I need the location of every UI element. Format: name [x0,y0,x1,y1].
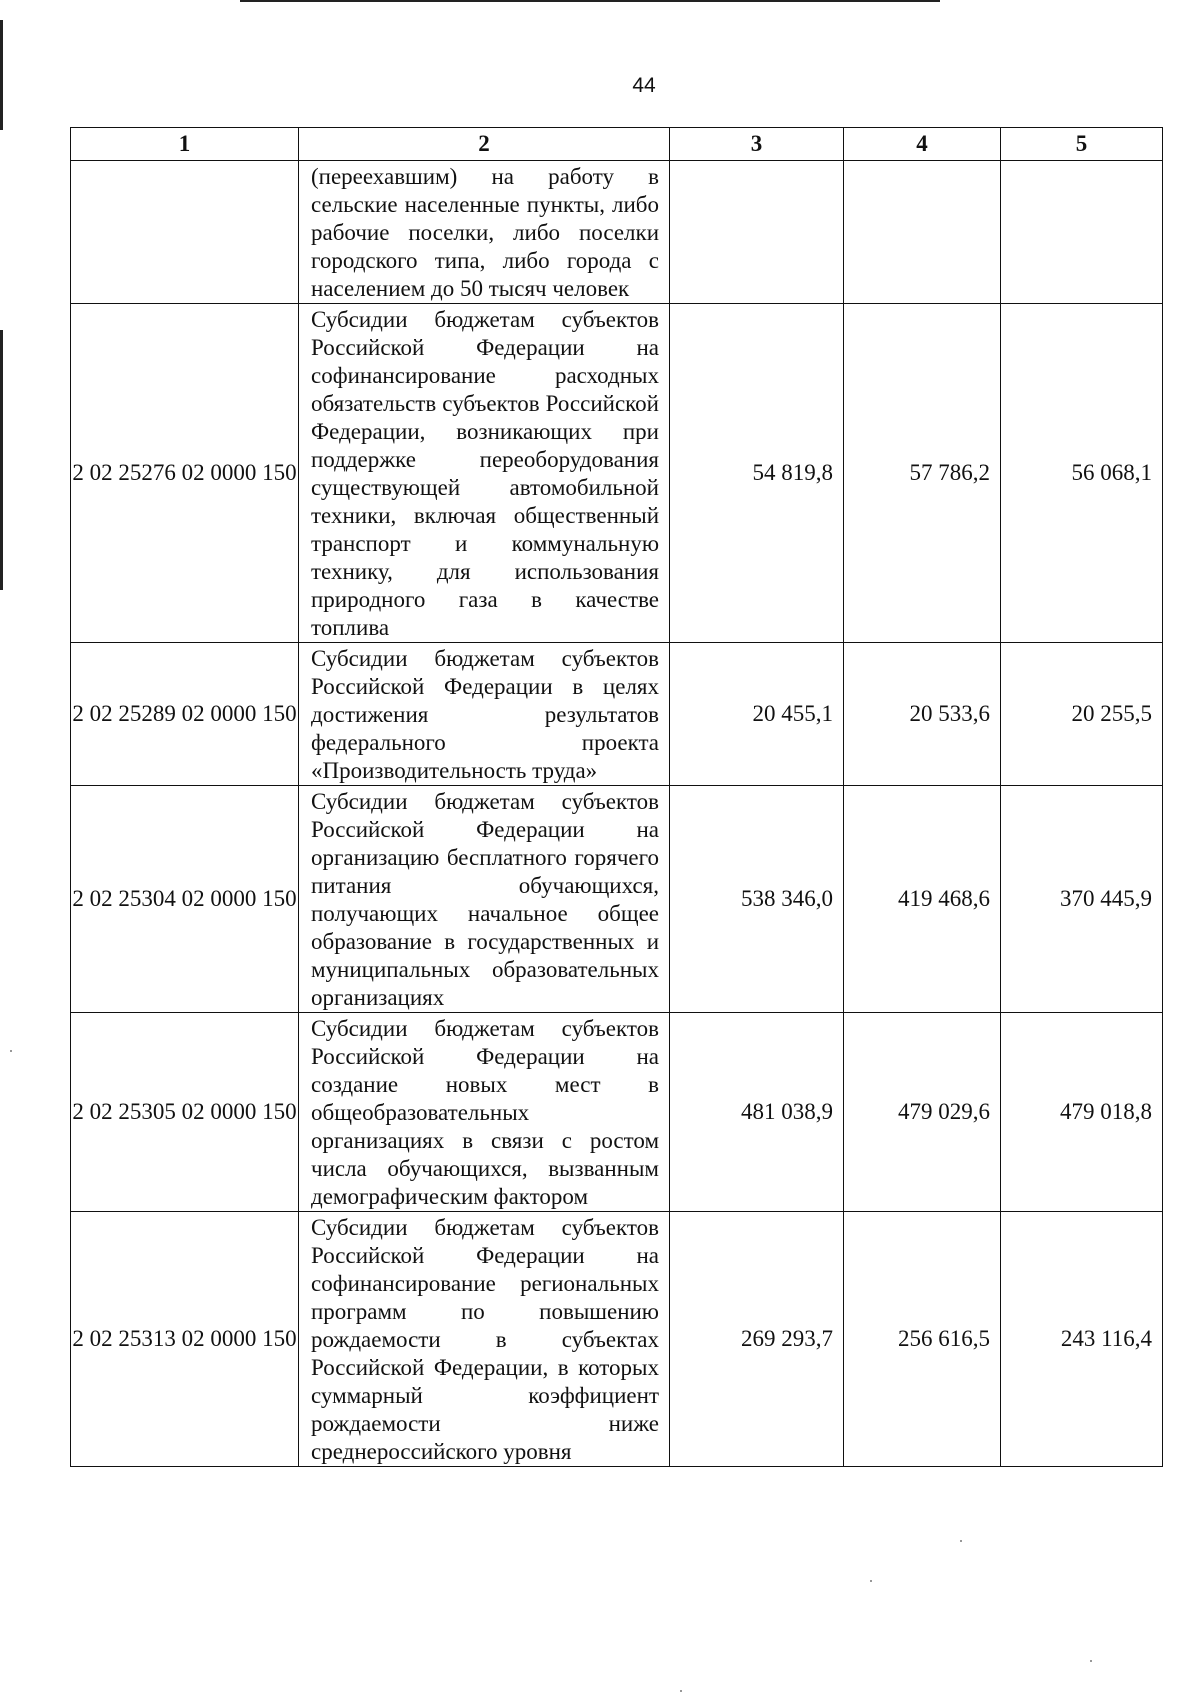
row-value-5: 56 068,1 [1001,304,1163,643]
row-value-4: 20 533,6 [844,643,1001,786]
scan-edge-top [240,0,940,2]
row-value-5: 243 116,4 [1001,1212,1163,1467]
table-row [71,643,1163,786]
row-code: 2 02 25305 02 0000 150 [71,1013,299,1212]
row-value-4: 256 616,5 [844,1212,1001,1467]
row-value-3: 538 346,0 [670,786,844,1013]
table-row [71,304,1163,643]
row-value-3: 481 038,9 [670,1013,844,1212]
row-name: Субсидии бюджетам субъектов Российской Федерации в целях достижения результатов федерального проекта «Производительность труда» [299,643,670,786]
row-code: 2 02 25276 02 0000 150 [71,304,299,643]
row-value-4: 479 029,6 [844,1013,1001,1212]
scan-speck [960,1540,962,1542]
row-code: 2 02 25313 02 0000 150 [71,1212,299,1467]
row-value-3: 269 293,7 [670,1212,844,1467]
row-name: Субсидии бюджетам субъектов Российской Федерации на софинансирование расходных обязательств субъектов Российской Федерации, возникающих при поддержке переоборудования существующей автомобильной техники, включая общественный транспорт и коммунальную технику, для использования природного газа в качестве топлива [299,304,670,643]
scan-speck [1090,1660,1092,1662]
page-number: 44 [632,74,656,97]
scan-speck [10,1050,12,1052]
row-code: 2 02 25304 02 0000 150 [71,786,299,1013]
header-row [71,128,1163,161]
row-value-4: 57 786,2 [844,304,1001,643]
row-code [71,161,299,304]
budget-table [70,127,1163,1467]
row-name: Субсидии бюджетам субъектов Российской Федерации на организацию бесплатного горячего питания обучающихся, получающих начальное общее образование в государственных и муниципальных образовательных организациях [299,786,670,1013]
row-value-5: 20 255,5 [1001,643,1163,786]
row-code: 2 02 25289 02 0000 150 [71,643,299,786]
table-row [71,1013,1163,1212]
row-value-3 [670,161,844,304]
column-header-3: 3 [670,128,844,161]
table-row [71,1212,1163,1467]
scan-speck [870,1580,872,1582]
row-value-5: 479 018,8 [1001,1013,1163,1212]
row-value-3: 54 819,8 [670,304,844,643]
row-value-4: 419 468,6 [844,786,1001,1013]
column-header-4: 4 [844,128,1001,161]
row-name: Субсидии бюджетам субъектов Российской Федерации на софинансирование региональных программ по повышению рождаемости в субъектах Российской Федерации, в которых суммарный коэффициент рождаемости ниже среднероссийского уровня [299,1212,670,1467]
table-row [71,786,1163,1013]
table-row [71,161,1163,304]
row-name: Субсидии бюджетам субъектов Российской Федерации на создание новых мест в общеобразовательных организациях в связи с ростом числа обучающихся, вызванным демографическим фактором [299,1013,670,1212]
row-value-3: 20 455,1 [670,643,844,786]
scan-speck [680,1690,682,1692]
column-header-1: 1 [71,128,299,161]
row-value-5 [1001,161,1163,304]
scan-edge-left-middle [0,330,3,590]
column-header-2: 2 [299,128,670,161]
row-value-5: 370 445,9 [1001,786,1163,1013]
column-header-5: 5 [1001,128,1163,161]
row-name: (переехавшим) на работу в сельские населенные пункты, либо рабочие поселки, либо поселки городского типа, либо города с населением до 50 тысяч человек [299,161,670,304]
row-value-4 [844,161,1001,304]
